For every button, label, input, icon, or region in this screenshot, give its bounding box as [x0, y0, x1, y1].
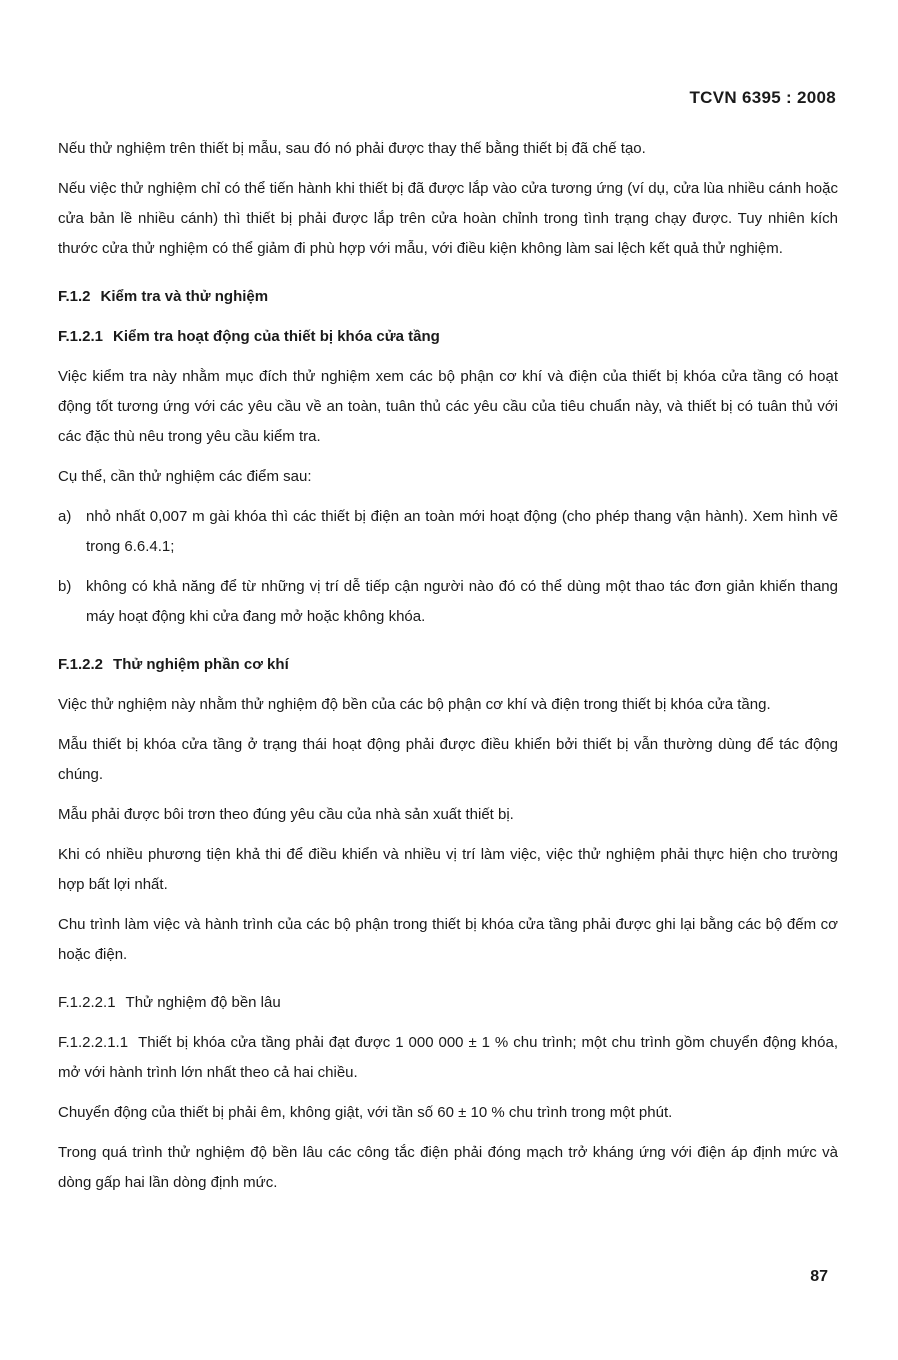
- list-item-a: [58, 502, 838, 562]
- page-number: 87: [810, 1268, 828, 1285]
- paragraph: Nếu thử nghiệm trên thiết bị mẫu, sau đó nó phải được thay thế bằng thiết bị đã chế tạo.: [58, 140, 646, 157]
- list-item-text: nhỏ nhất 0,007 m gài khóa thì các thiết bị điện an toàn mới hoạt động (cho phép thang vận hành). Xem hình vẽ trong 6.6.4.1;: [86, 508, 838, 555]
- paragraph: Cụ thể, cần thử nghiệm các điểm sau:: [58, 468, 312, 485]
- section-title: Thử nghiệm độ bền lâu: [125, 994, 281, 1011]
- paragraph: Mẫu thiết bị khóa cửa tầng ở trạng thái hoạt động phải được điều khiển bởi thiết bị vẫn thường dùng để tác động chúng.: [58, 736, 838, 783]
- section-number: F.1.2.2.1: [58, 994, 116, 1011]
- section-heading-f1221: [58, 988, 838, 1018]
- clause-text: Thiết bị khóa cửa tầng phải đạt được 1 000 000 ± 1 % chu trình; một chu trình gồm chuyển động khóa, mở với hành trình lớn nhất theo cả hai chiều.: [58, 1034, 838, 1081]
- section-title: Kiểm tra hoạt động của thiết bị khóa cửa tầng: [113, 328, 440, 345]
- paragraph: Mẫu phải được bôi trơn theo đúng yêu cầu của nhà sản xuất thiết bị.: [58, 806, 514, 823]
- section-title: Thử nghiệm phần cơ khí: [113, 656, 289, 673]
- section-number: F.1.2.2: [58, 656, 104, 673]
- section-number: F.1.2.1: [58, 328, 104, 345]
- section-number: F.1.2: [58, 288, 91, 305]
- paragraph: [58, 1028, 838, 1088]
- paragraph: Nếu việc thử nghiệm chỉ có thể tiến hành khi thiết bị đã được lắp vào cửa tương ứng (ví dụ, cửa lùa nhiều cánh hoặc cửa bản lề nhiều cánh) thì thiết bị phải được lắp trên cửa hoàn chỉnh trong tình trạng chạy được. Tuy nhiên kích thước cửa thử nghiệm có thể giảm đi phù hợp với mẫu, với điều kiện không làm sai lệch kết quả thử nghiệm.: [58, 180, 838, 257]
- list-marker: a): [58, 508, 72, 525]
- paragraph: Việc kiểm tra này nhằm mục đích thử nghiệm xem các bộ phận cơ khí và điện của thiết bị khóa cửa tầng có hoạt động tốt tương ứng với các yêu cầu về an toàn, tuân thủ các yêu cầu của tiêu chuẩn này, và thiết bị có tuân thủ với các đặc thù nêu trong yêu cầu kiểm tra.: [58, 368, 838, 445]
- paragraph: Khi có nhiều phương tiện khả thi để điều khiển và nhiều vị trí làm việc, việc thử nghiệm phải thực hiện cho trường hợp bất lợi nhất.: [58, 846, 838, 893]
- section-title: Kiểm tra và thử nghiệm: [100, 288, 269, 305]
- page-content: [58, 134, 838, 1198]
- section-heading-f122: [58, 650, 838, 680]
- paragraph: Trong quá trình thử nghiệm độ bền lâu các công tắc điện phải đóng mạch trở kháng ứng với điện áp định mức và dòng gấp hai lần dòng định mức.: [58, 1144, 838, 1191]
- section-heading-f121: [58, 322, 838, 352]
- paragraph: Chu trình làm việc và hành trình của các bộ phận trong thiết bị khóa cửa tầng phải được ghi lại bằng các bộ đếm cơ hoặc điện.: [58, 916, 838, 963]
- list-item-text: không có khả năng để từ những vị trí dễ tiếp cận người nào đó có thể dùng một thao tác đơn giản khiến thang máy hoạt động khi cửa đang mở hoặc không khóa.: [86, 578, 838, 625]
- paragraph: Chuyển động của thiết bị phải êm, không giật, với tần số 60 ± 10 % chu trình trong một phút.: [58, 1104, 673, 1121]
- section-heading-f12: [58, 282, 838, 312]
- paragraph: Việc thử nghiệm này nhằm thử nghiệm độ bền của các bộ phận cơ khí và điện trong thiết bị khóa cửa tầng.: [58, 696, 771, 713]
- clause-number: F.1.2.2.1.1: [58, 1034, 129, 1051]
- list-item-b: [58, 572, 838, 632]
- list-marker: b): [58, 578, 72, 595]
- standard-code: TCVN 6395 : 2008: [689, 88, 836, 107]
